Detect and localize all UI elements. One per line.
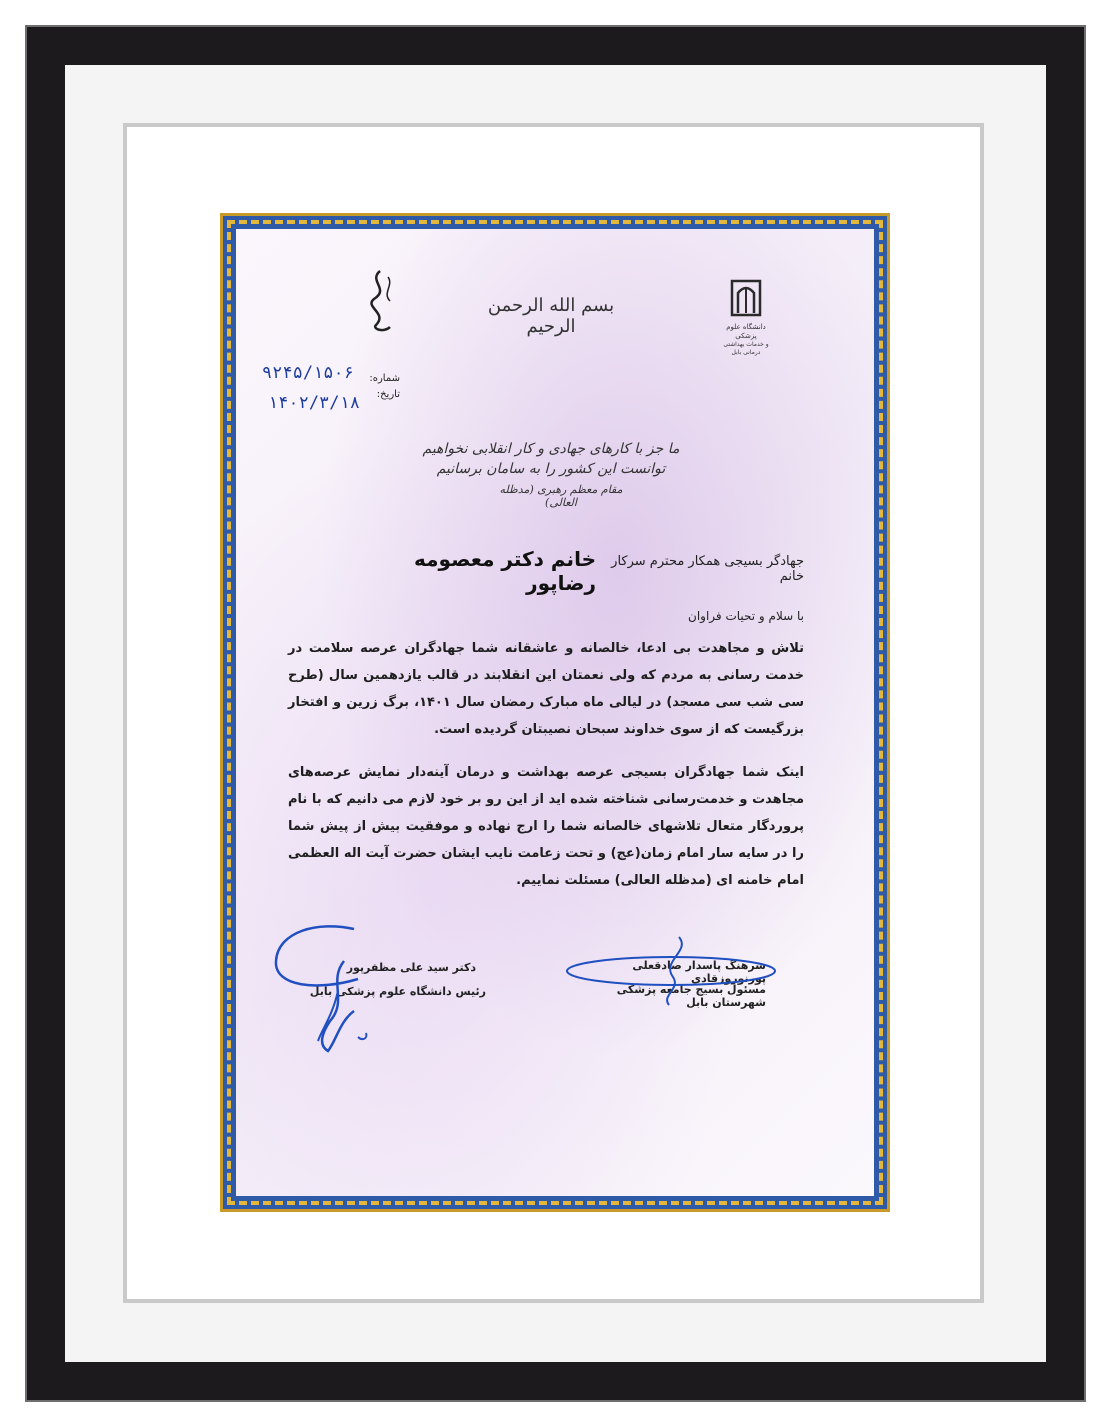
university-logo [716,277,776,357]
left-signature-icon [258,921,378,1061]
quote-attribution: مقام معظم رهبری (مدظله العالی) [499,483,623,509]
basij-logo [360,267,402,337]
date-value: ۱۴۰۲/۳/۱۸ [267,393,360,413]
university-caption-2: و خدمات بهداشتی درمانی بابل [723,341,769,356]
number-label: شماره: [369,373,400,384]
body-paragraph-2: اینک شما جهادگران بسیجی عرصه بهداشت و درمان آینه‌دار نمایش عرصه‌های مجاهدت و خدمت‌رسانی شناخته شده اید از این رو بر خود لازم می دانیم که با نام پروردگار متعال تلاشهای خالصانه شما را ارج نهاده و موفقیت بیش از پیش شما را در سایه سار امام زمان(عج) و تحت زعامت نایب ایشان حضرت آیت اله العظمی امام خامنه ای (مدظله العالی) مسئلت نماییم. [288,765,804,888]
certificate [223,216,887,1209]
left-signer-name: دکتر سید علی مظفرپور [346,961,476,974]
salutation: جهادگر بسیجی همکار محترم سرکار خانم [611,554,804,584]
greeting: با سلام و تحیات فراوان [688,609,804,623]
body-paragraph-1: تلاش و مجاهدت بی ادعا، خالصانه و عاشقانه شما جهادگران عرصه سلامت در خدمت رسانی به مردم که ولی نعمتان این انقلابند در قالب یازدهمین سال (طرح سی شب سی مسجد) در لیالی ماه مبارک رمضان سال ۱۴۰۱، برگ زرین و افتخار بزرگیست که از سوی خداوند سبحان نصیبتان گردیده است. [288,641,804,737]
leader-quote: ما جز با کارهای جهادی و کار انقلابی نخواهیم توانست این کشور را به سامان برسانیم [422,441,680,477]
right-signature-icon [561,931,791,1011]
frame-mat [65,65,1046,1362]
right-signer-title: مسئول بسیج جامعه پزشکی شهرستان بابل [616,983,766,1009]
bismillah: بسم الله الرحمن الرحیم [487,295,615,337]
inner-mat [123,123,984,1303]
university-caption-1: دانشگاه علوم پزشکی [726,323,766,340]
left-signer-title: رئیس دانشگاه علوم پزشکی بابل [309,985,486,998]
university-emblem-icon [728,277,764,319]
right-signer-name: سرهنگ پاسدار صادقعلی پورنوروزقادی [632,959,766,985]
date-label: تاریخ: [376,389,400,400]
basij-calligraphy-icon [360,267,402,337]
number-value: ۹۲۴۵/۱۵۰۶ [261,363,354,383]
picture-frame [27,27,1084,1400]
recipient-name: خانم دکتر معصومه رضاپور [414,547,596,595]
